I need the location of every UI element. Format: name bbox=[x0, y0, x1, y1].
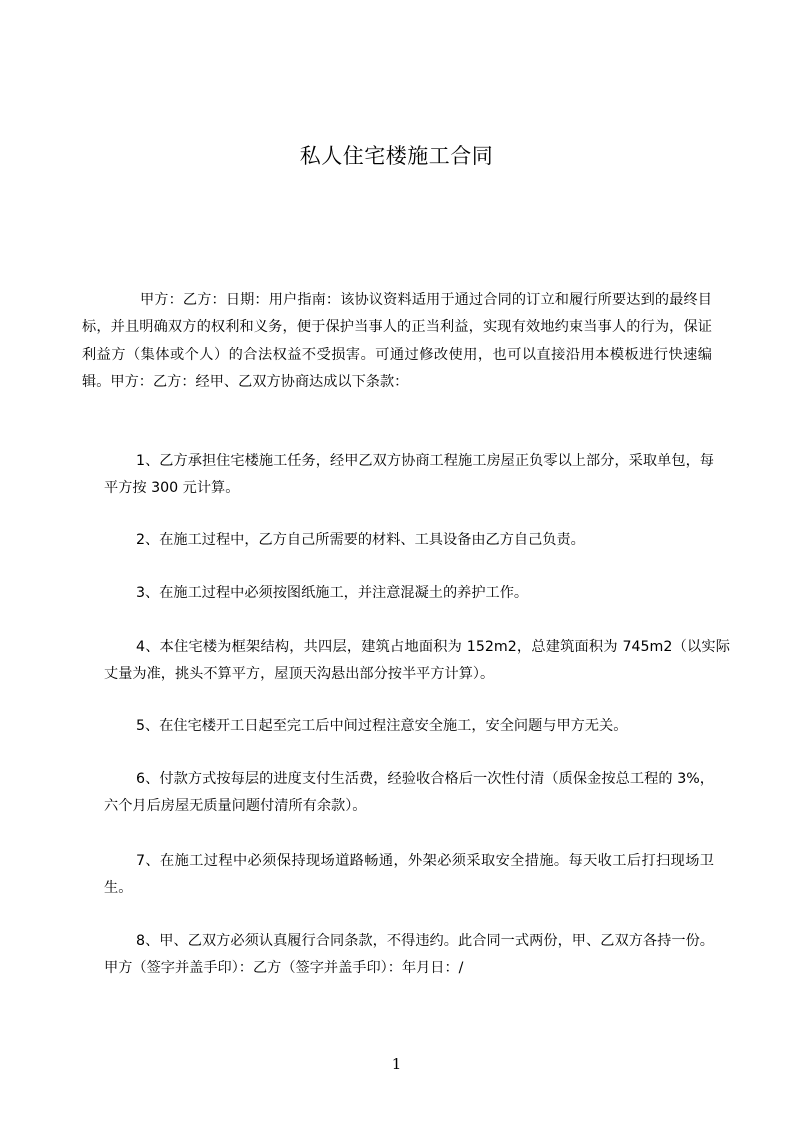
clause-4: 4、本住宅楼为框架结构，共四层，建筑占地面积为 152m2，总建筑面积为 745m2（以实际丈量为准，挑头不算平方，屋顶天沟悬出部分按半平方计算）。 bbox=[104, 639, 730, 683]
document-title: 私人住宅楼施工合同 bbox=[299, 144, 494, 168]
clause-2: 2、在施工过程中，乙方自己所需要的材料、工具设备由乙方自己负责。 bbox=[136, 532, 585, 548]
intro-paragraph: 甲方：乙方：日期：用户指南：该协议资料适用于通过合同的订立和履行所要达到的最终目标，并且明确双方的权利和义务，便于保护当事人的正当利益，实现有效地约束当事人的行为，保证利益方（集体或个人）的合法权益不受损害。可通过修改使用，也可以直接沿用本模板进行快速编辑。甲方：乙方：经甲、乙双方协商达成以下条款： bbox=[82, 292, 712, 391]
clause-8: 8、甲、乙双方必须认真履行合同条款，不得违约。此合同一式两份，甲、乙双方各持一份。甲方（签字并盖手印）：乙方（签字并盖手印）：年月日：/ bbox=[104, 933, 714, 977]
clause-7: 7、在施工过程中必须保持现场道路畅通，外架必须采取安全措施。每天收工后打扫现场卫生。 bbox=[104, 853, 714, 897]
clause-3: 3、在施工过程中必须按图纸施工，并注意混凝土的养护工作。 bbox=[136, 585, 529, 601]
clause-1: 1、乙方承担住宅楼施工任务，经甲乙双方协商工程施工房屋正负零以上部分，采取单包，每平方按 300 元计算。 bbox=[104, 453, 714, 497]
page-number: 1 bbox=[391, 1055, 402, 1073]
clause-5: 5、在住宅楼开工日起至完工后中间过程注意安全施工，安全问题与甲方无关。 bbox=[136, 718, 628, 734]
clause-6: 6、付款方式按每层的进度支付生活费，经验收合格后一次性付清（质保金按总工程的 3%，六个月后房屋无质量问题付清所有余款）。 bbox=[104, 771, 714, 815]
